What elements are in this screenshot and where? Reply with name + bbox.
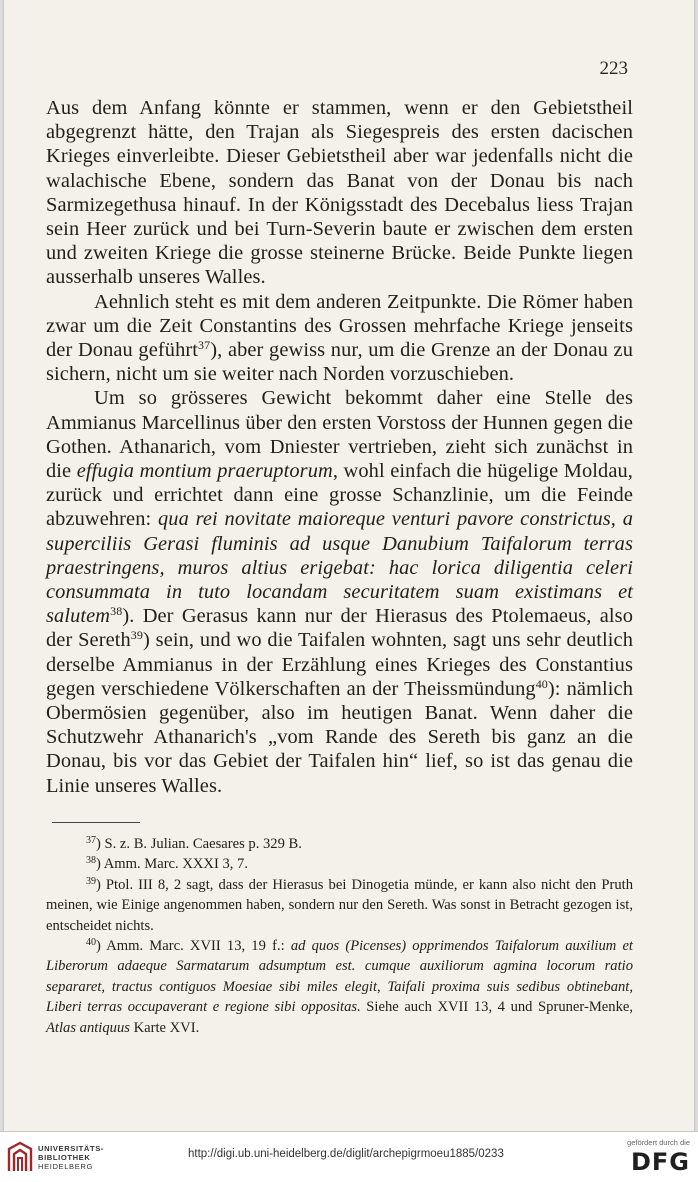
footnote-ref-39[interactable]: 39 — [130, 628, 143, 643]
footnote-40: $^{40}$) Amm. Marc. XVII 13, 19 f.: ad quos (Picenses) opprimendos Taifalorum auxilium et Liberorum adaeque Sarmatarum adsumptum est. cumque auxiliorum agmina locorum ratio separaret, tractus contiguos Moesiae sibi miles elegit, Taifali proxima suis sedibus obtinebant, Liberi terras occupaverant e regione sibi oppositas. Siehe auch XVII 13, 4 und Spruner-Menke, Atlas antiquus Karte XVI. — [46, 937, 633, 1036]
footnote-ref-38[interactable]: 38 — [110, 604, 123, 619]
viewer-footer — [0, 1131, 698, 1182]
scanned-page — [4, 0, 694, 1131]
paragraph-2: Aehnlich steht es mit dem anderen Zeitpunkte. Die Römer haben zwar um die Zeit Constantins des Grossen mehrfache Kriege jenseits der Donau geführt$^{37}$), aber gewiss nur, um die Grenze an der Donau zu sichern, nicht um sie weiter nach Norden vorzuschieben. — [46, 290, 633, 386]
permalink-url[interactable]: http://digi.ub.uni-heidelberg.de/diglit/archepigrmoeu1885/0233 — [188, 1148, 504, 1160]
page-number: 223 — [599, 58, 628, 79]
footnote-ref-37[interactable]: 37 — [198, 338, 211, 353]
dfg-logo: DFG — [630, 1148, 690, 1176]
footnote-38: $^{38}$) Amm. Marc. XXXI 3, 7. — [86, 855, 248, 873]
main-text — [46, 96, 633, 798]
footnotes — [46, 834, 633, 1038]
footnote-ref-40[interactable]: 40 — [535, 676, 548, 691]
footnote-37: $^{37}$) S. z. B. Julian. Caesares p. 329 B. — [86, 835, 302, 852]
latin-quotation: qua rei novitate maioreque venturi pavore constrictus, a superciliis Gerasi fluminis ad usque Danubium Taifalorum terras praestringens, muros altius erigebat: hac lorica diligentia celeri consummata in tuto locandam securitatem suam existimans et salutem — [46, 508, 633, 628]
footnote-39: $^{39}$) Ptol. III 8, 2 sagt, dass der Hierasus bei Dinogetia münde, er kann also nicht den Pruth meinen, wie Einige angenommen haben, sondern nur den Sereth. Was sonst in Betracht gezogen ist, entscheidet nichts. — [46, 875, 633, 934]
paragraph-1: Aus dem Anfang könnte er stammen, wenn er den Gebietstheil abgegrenzt hätte, den Trajan als Siegespreis des ersten dacischen Krieges einverleibte. Dieser Gebietstheil aber war jedenfalls nicht die walachische Ebene, sondern das Banat von der Donau bis nach Sarmizegethusa hinauf. In der Königsstadt des Decebalus liess Trajan sein Heer zurück und bei Turn-Severin baute er zwischen dem ersten und zweiten Kriege die grosse steinerne Brücke. Beide Punkte liegen ausserhalb unseres Walles. — [46, 97, 633, 289]
paragraph-3: Um so grösseres Gewicht bekommt daher eine Stelle des Ammianus Marcellinus über den ersten Vorstoss der Hunnen gegen die Gothen. Athanarich, vom Dniester vertrieben, zieht sich zunächst in die effugia montium praeruptorum, wohl einfach die hügelige Moldau, zurück und errichtet dann eine grosse Schanzlinie, um die Feinde abzuwehren: qua rei novitate maioreque venturi pavore constrictus, a superciliis Gerasi fluminis ad usque Danubium Taifalorum terras praestringens, muros altius erigebat: hac lorica diligentia celeri consummata in tuto locandam securitatem suam existimans et salutem$^{38}$). Der Gerasus kann nur der Hierasus des Ptolemaeus, also der Sereth$^{39}$) sein, und wo die Taifalen wohnten, sagt uns sehr deutlich derselbe Ammianus in der Erzählung eines Krieges des Constantius gegen verschiedene Völkerschaften an der Theissmündung$^{40}$): nämlich Obermösien gegenüber, also im heutigen Banat. Wenn daher die Schutzwehr Athanarich's „vom Rande des Sereth bis ganz an die Donau, bis vor das Gebiet der Taifalen hin“ lief, so ist das genau die Linie unseres Walles. — [46, 387, 633, 797]
funded-by-label: gefördert durch die — [627, 1138, 690, 1147]
university-library-name: UNIVERSITÄTS- BIBLIOTHEK HEIDELBERG — [38, 1144, 105, 1171]
footnote-divider — [52, 822, 140, 823]
university-library-logo-icon — [6, 1141, 34, 1173]
